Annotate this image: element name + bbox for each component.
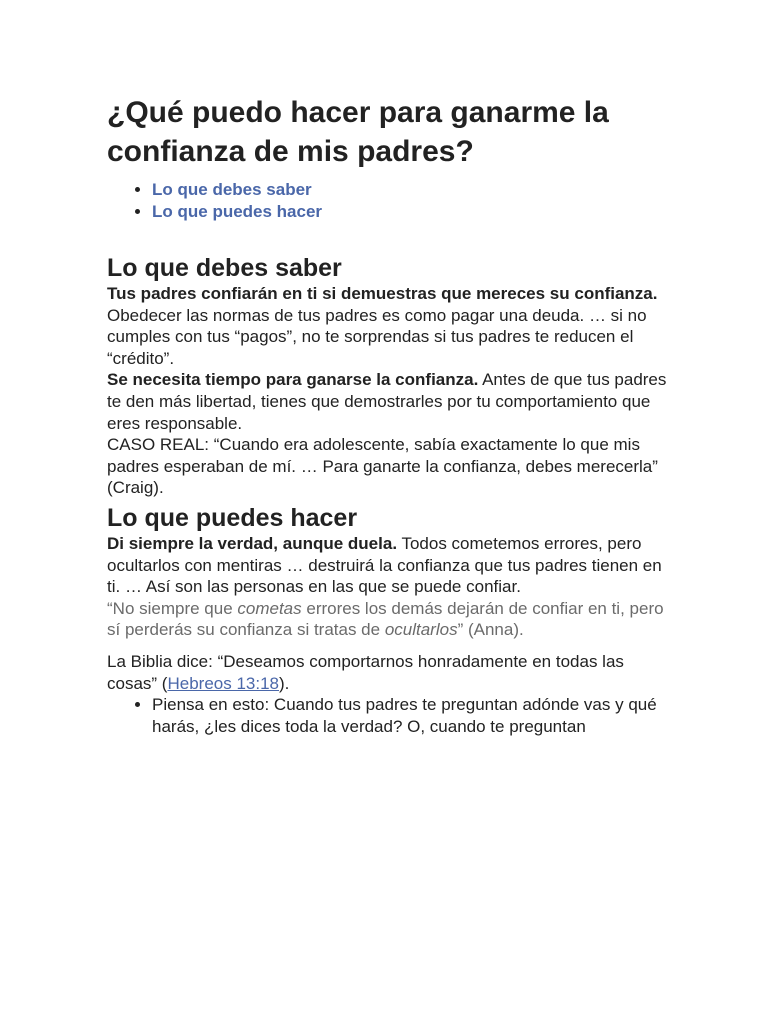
toc-item	[152, 201, 667, 223]
tips-list	[107, 694, 667, 738]
quote-paragraph	[107, 598, 667, 641]
section-heading-lo-que-puedes-hacer: Lo que puedes hacer	[107, 503, 358, 532]
paragraph	[107, 533, 667, 598]
quote-text: errores los demás dejarán de confiar en ti, pero sí perderás su confianza si tratas de	[107, 598, 664, 640]
paragraph	[107, 283, 667, 369]
paragraph-text: Obedecer las normas de tus padres es como pagar una deuda. … si no cumples con tus “pagos”, no te sorprendas si tus padres te reducen el “crédito”.	[107, 305, 647, 368]
paragraph	[107, 369, 667, 434]
toc-item	[152, 179, 667, 201]
table-of-contents	[107, 179, 667, 223]
paragraph-lead: Se necesita tiempo para ganarse la confianza.	[107, 370, 479, 390]
paragraph-text: Antes de que tus padres te den más libertad, tienes que demostrarles por tu comportamiento que eres responsable.	[107, 370, 667, 433]
article	[107, 93, 667, 738]
page-title: ¿Qué puedo hacer para ganarme la confianza de mis padres?	[107, 96, 609, 168]
bible-quote-paragraph	[107, 651, 667, 694]
bible-quote-text: La Biblia dice: “Deseamos comportarnos honradamente en todas las cosas” (	[107, 651, 624, 693]
quote-text: ” (Anna).	[457, 620, 524, 640]
quote-emphasis: cometas	[237, 598, 302, 618]
toc-link-lo-que-debes-saber[interactable]: Lo que debes saber	[152, 180, 312, 199]
paragraph-text: Todos cometemos errores, pero ocultarlos con mentiras … destruirá la confianza que tus padres tienen en ti. … Así son las personas en las que se puede confiar.	[107, 533, 662, 597]
paragraph-lead: Di siempre la verdad, aunque duela.	[107, 533, 398, 553]
quote-emphasis: ocultarlos	[384, 620, 458, 640]
paragraph-lead: Tus padres confiarán en ti si demuestras que mereces su confianza.	[107, 284, 658, 303]
scripture-link[interactable]: Hebreos 13:18	[167, 673, 279, 693]
quote-text: “No siempre que	[107, 598, 238, 618]
section-heading-lo-que-debes-saber: Lo que debes saber	[107, 254, 342, 282]
toc-link-lo-que-puedes-hacer[interactable]: Lo que puedes hacer	[152, 202, 323, 221]
case-study-paragraph: CASO REAL: “Cuando era adolescente, sabía exactamente lo que mis padres esperaban de mí. … Para ganarte la confianza, debes merecerla” (Craig).	[107, 435, 658, 498]
bible-quote-text: ).	[279, 673, 290, 693]
list-item: • Piensa en esto: Cuando tus padres te preguntan adónde vas y qué harás, ¿les dices toda la verdad? O, cuando te preguntan	[152, 694, 667, 738]
